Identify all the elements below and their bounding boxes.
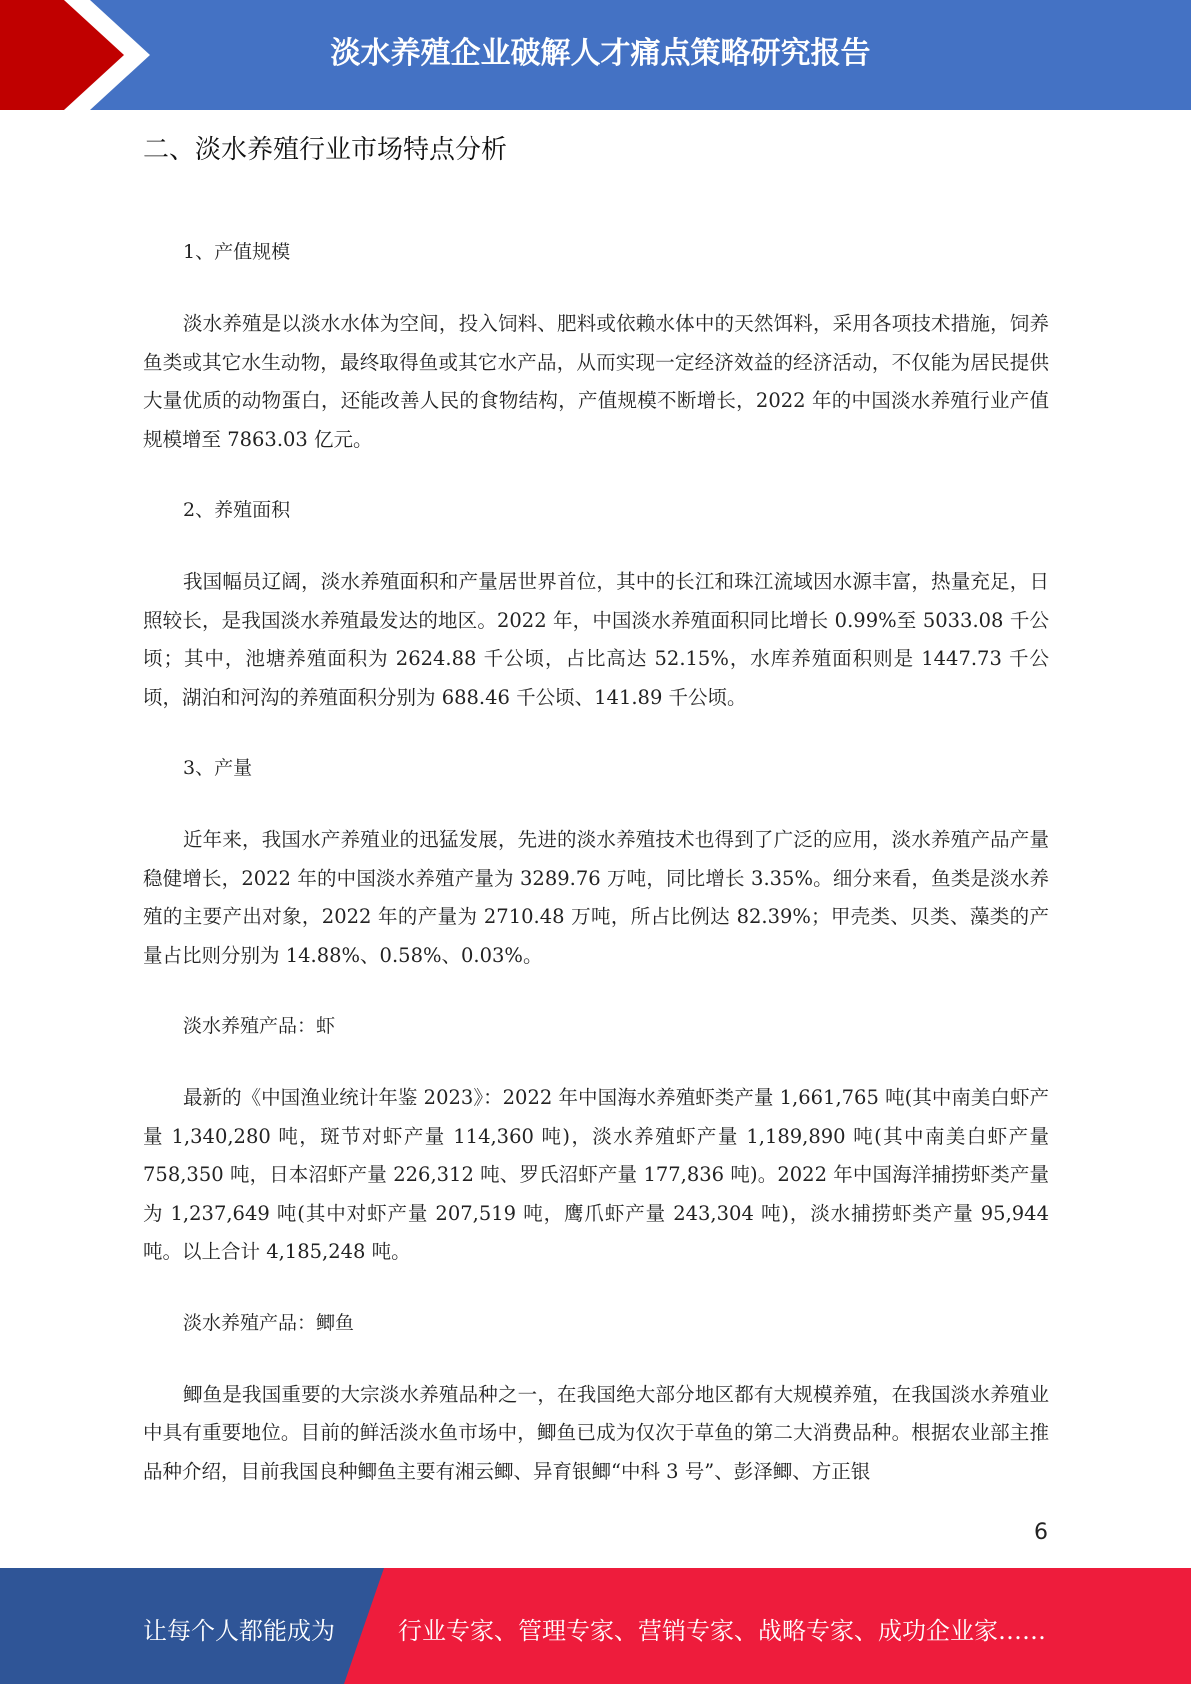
page-number: 6 xyxy=(1034,1520,1048,1545)
subheading-farming-area: 2、养殖面积 xyxy=(183,499,291,521)
paragraph-farming-area: 我国幅员辽阔，淡水养殖面积和产量居世界首位，其中的长江和珠江流域因水源丰富，热量充足，日照较长，是我国淡水养殖最发达的地区。2022 年，中国淡水养殖面积同比增长 0.99%至 5033.08 千公顷；其中，池塘养殖面积为 2624.88 千公顷，占比高达 52.15%，水库养殖面积则是 1447.73 千公顷，湖泊和河沟的养殖面积分别为 688.46 千公顷、141.89 千公顷。 xyxy=(143,570,1049,709)
content-blocks xyxy=(143,237,1049,1491)
footer-slogan-right: 行业专家、管理专家、营销专家、战略专家、成功企业家…… xyxy=(398,1616,1046,1645)
page-content xyxy=(143,125,1049,1527)
footer-slogan-left: 让每个人都能成为 xyxy=(143,1616,335,1645)
paragraph-output-scale: 淡水养殖是以淡水水体为空间，投入饲料、肥料或依赖水体中的天然饵料，采用各项技术措施，饲养鱼类或其它水生动物，最终取得鱼或其它水产品，从而实现一定经济效益的经济活动，不仅能为居民提供大量优质的动物蛋白，还能改善人民的食物结构，产值规模不断增长，2022 年的中国淡水养殖行业产值规模增至 7863.03 亿元。 xyxy=(143,312,1049,451)
subheading-output-scale: 1、产值规模 xyxy=(183,241,291,263)
paragraph-crucian-carp: 鲫鱼是我国重要的大宗淡水养殖品种之一，在我国绝大部分地区都有大规模养殖，在我国淡水养殖业中具有重要地位。目前的鲜活淡水鱼市场中，鲫鱼已成为仅次于草鱼的第二大消费品种。根据农业部主推品种介绍，目前我国良种鲫鱼主要有湘云鲫、异育银鲫“中科 3 号”、彭泽鲫、方正银 xyxy=(143,1382,1049,1483)
paragraph-shrimp: 最新的《中国渔业统计年鉴 2023》：2022 年中国海水养殖虾类产量 1,661,765 吨(其中南美白虾产量 1,340,280 吨，斑节对虾产量 114,360 吨)，淡水养殖虾产量 1,189,890 吨(其中南美白虾产量 758,350 吨，日本沼虾产量 226,312 吨、罗氏沼虾产量 177,836 吨)。2022 年中国海洋捕捞虾类产量为 1,237,649 吨(其中对虾产量 207,519 吨，鹰爪虾产量 243,304 吨)，淡水捕捞虾类产量 95,944 吨。以上合计 4,185,248 吨。 xyxy=(143,1086,1049,1263)
subheading-crucian-carp: 淡水养殖产品：鲫鱼 xyxy=(183,1311,355,1334)
subheading-shrimp: 淡水养殖产品：虾 xyxy=(183,1015,336,1037)
subheading-production: 3、产量 xyxy=(183,757,253,779)
header-title: 淡水养殖企业破解人才痛点策略研究报告 xyxy=(330,36,871,71)
paragraph-production: 近年来，我国水产养殖业的迅猛发展，先进的淡水养殖技术也得到了广泛的应用，淡水养殖产品产量稳健增长，2022 年的中国淡水养殖产量为 3289.76 万吨，同比增长 3.35%。细分来看，鱼类是淡水养殖的主要产出对象，2022 年的产量为 2710.48 万吨，所占比例达 82.39%；甲壳类、贝类、藻类的产量占比则分别为 14.88%、0.58%、0.03%。 xyxy=(143,828,1049,967)
section-title: 二、淡水养殖行业市场特点分析 xyxy=(143,135,508,165)
header-chevron-decoration xyxy=(0,0,160,110)
